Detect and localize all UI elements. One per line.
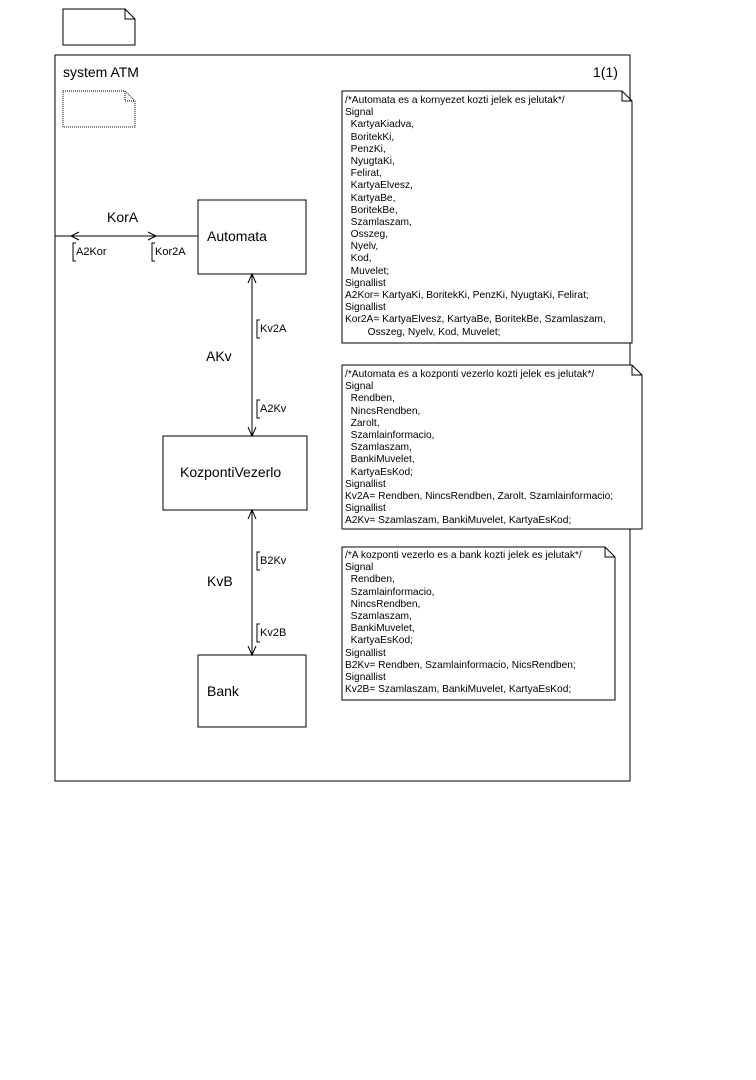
note-line: NincsRendben, bbox=[345, 598, 421, 610]
signal-kv2b: Kv2B bbox=[260, 627, 287, 639]
note-line: KartyaEsKod; bbox=[345, 466, 413, 478]
block-automata-label: Automata bbox=[207, 228, 267, 244]
note-line: Signallist bbox=[345, 302, 386, 314]
note-line: BoritekKi, bbox=[345, 131, 395, 143]
note-line: NincsRendben, bbox=[345, 405, 421, 417]
note-line: Signallist bbox=[345, 503, 386, 515]
note-line: Szamlaszam, bbox=[345, 442, 412, 454]
note-line: Kv2A= Rendben, NincsRendben, Zarolt, Szamlainformacio; bbox=[345, 490, 614, 502]
note-line: Kor2A= KartyaElvesz, KartyaBe, BoritekBe, Szamlaszam, bbox=[345, 314, 606, 326]
note-line: Signal bbox=[345, 107, 374, 119]
note-line: Szamlainformacio, bbox=[345, 429, 435, 441]
note-3-text bbox=[345, 550, 582, 696]
block-bank-label: Bank bbox=[207, 683, 239, 699]
signal-kv2a: Kv2A bbox=[260, 323, 287, 335]
note-line: BankiMuvelet, bbox=[345, 623, 415, 635]
note-line: Signallist bbox=[345, 478, 386, 490]
note-line: Signal bbox=[345, 562, 374, 574]
note-line: KartyaEsKod; bbox=[345, 635, 413, 647]
note-line: /*Automata es a kozponti vezerlo kozti jelek es jelutak*/ bbox=[345, 369, 595, 380]
page-symbol-top bbox=[63, 9, 135, 45]
note-line: Kod, bbox=[345, 253, 372, 265]
note-line: NyugtaKi, bbox=[345, 155, 395, 167]
note-line: PenzKi, bbox=[345, 143, 386, 155]
note-line: Nyelv, bbox=[345, 241, 379, 253]
note-line: Muvelet; bbox=[345, 265, 390, 277]
note-line: Zarolt, bbox=[345, 417, 380, 429]
note-line: B2Kv= Rendben, Szamlainformacio, NicsRendben; bbox=[345, 659, 576, 671]
channel-kvb-name: KvB bbox=[207, 573, 233, 589]
note-2-text bbox=[345, 369, 613, 527]
note-line: KartyaBe, bbox=[345, 192, 396, 204]
note-line: Rendben, bbox=[345, 393, 395, 405]
channel-kora-name: KorA bbox=[107, 209, 139, 225]
channel-kvb-line bbox=[248, 510, 260, 655]
channel-akv-name: AKv bbox=[206, 348, 232, 364]
note-line: Szamlaszam, bbox=[345, 216, 412, 228]
note-line: Kv2B= Szamlaszam, BankiMuvelet, KartyaEsKod; bbox=[345, 684, 572, 696]
note-line: Felirat, bbox=[345, 168, 382, 180]
signal-a2kor: A2Kor bbox=[76, 246, 107, 258]
note-line: BoritekBe, bbox=[345, 204, 398, 216]
note-line: /*Automata es a kornyezet kozti jelek es jelutak*/ bbox=[345, 95, 565, 106]
note-line: Signallist bbox=[345, 671, 386, 683]
page-number: 1(1) bbox=[593, 64, 618, 80]
signal-b2kv: B2Kv bbox=[260, 555, 287, 567]
note-line: A2Kor= KartyaKi, BoritekKi, PenzKi, NyugtaKi, Felirat; bbox=[345, 290, 589, 301]
note-line: A2Kv= Szamlaszam, BankiMuvelet, KartyaEsKod; bbox=[345, 515, 572, 527]
note-line: BankiMuvelet, bbox=[345, 454, 415, 466]
note-line: Signallist bbox=[345, 277, 386, 289]
note-line: Osszeg, Nyelv, Kod, Muvelet; bbox=[345, 326, 501, 338]
note-1-text bbox=[345, 95, 606, 339]
note-line: Rendben, bbox=[345, 574, 395, 586]
block-kozponti-label: KozpontiVezerlo bbox=[180, 464, 282, 480]
note-line: Signallist bbox=[345, 647, 386, 659]
signal-a2kv: A2Kv bbox=[260, 403, 287, 415]
system-title: system ATM bbox=[63, 64, 139, 80]
note-line: Signal bbox=[345, 381, 374, 393]
signal-kor2a: Kor2A bbox=[155, 246, 186, 258]
note-line: Szamlainformacio, bbox=[345, 586, 435, 598]
channel-akv-line bbox=[248, 274, 260, 436]
page-symbol-inner bbox=[63, 91, 135, 127]
note-line: KartyaElvesz, bbox=[345, 180, 413, 192]
note-line: Osszeg, bbox=[345, 229, 389, 241]
note-line: KartyaKiadva, bbox=[345, 119, 415, 131]
note-line: Szamlaszam, bbox=[345, 610, 412, 622]
note-line: /*A kozponti vezerlo es a bank kozti jelek es jelutak*/ bbox=[345, 550, 582, 561]
